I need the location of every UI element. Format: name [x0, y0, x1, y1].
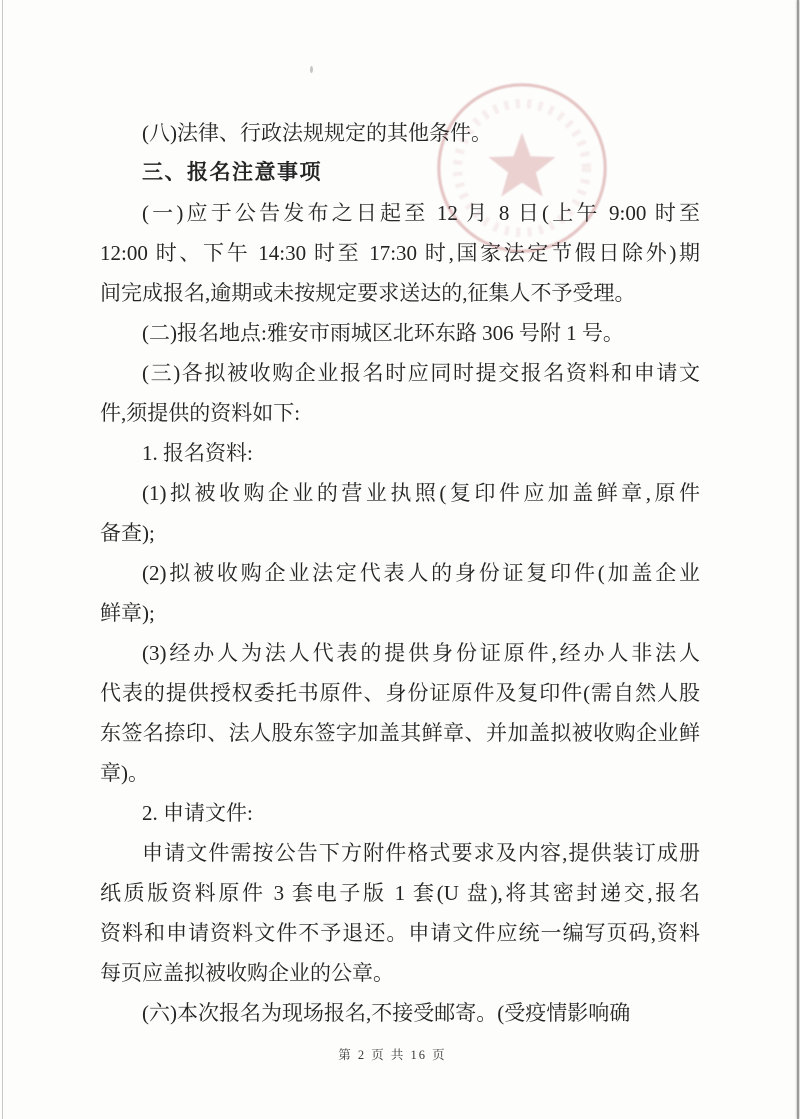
text-line: (六)本次报名为现场报名,不接受邮寄。(受疫情影响确 [142, 1001, 631, 1025]
text-line: 1. 报名资料: [142, 441, 253, 465]
text-line: 2. 申请文件: [142, 801, 253, 825]
text-line: (2)拟被收购企业法定代表人的身份证复印件(加盖企业 [142, 561, 700, 585]
text-line: 每页应盖拟被收购企业的公章。 [100, 961, 394, 985]
text-line: 东签名捺印、法人股东签字加盖其鲜章、并加盖拟被收购企业鲜 [100, 721, 700, 745]
page-footer [100, 1046, 685, 1064]
text-line: (1)拟被收购企业的营业执照(复印件应加盖鲜章,原件 [142, 481, 700, 505]
text-line: 申请文件需按公告下方附件格式要求及内容,提供装订成册 [142, 841, 700, 865]
section-heading: 三、报名注意事项 [142, 161, 322, 184]
document-body [100, 113, 700, 1033]
text-line: 章)。 [100, 761, 149, 785]
scan-edge-right [797, 0, 799, 1119]
text-line: 代表的提供授权委托书原件、身份证原件及复印件(需自然人股 [100, 681, 700, 705]
scan-speck [310, 66, 313, 73]
text-line: (一)应于公告发布之日起至 12 月 8 日(上午 9:00 时至 [142, 201, 700, 225]
text-line: 12:00 时、下午 14:30 时至 17:30 时,国家法定节假日除外)期 [100, 241, 700, 265]
text-line: 鲜章); [100, 601, 155, 625]
scan-edge-left [2, 0, 3, 1119]
text-line: (三)各拟被收购企业报名时应同时提交报名资料和申请文 [142, 361, 700, 385]
text-line: (八)法律、行政法规规定的其他条件。 [142, 121, 492, 145]
text-line: 件,须提供的资料如下: [100, 401, 301, 425]
text-line: (3)经办人为法人代表的提供身份证原件,经办人非法人 [142, 641, 700, 665]
text-line: (二)报名地点:雅安市雨城区北环东路 306 号附 1 号。 [142, 321, 624, 345]
text-line: 纸质版资料原件 3 套电子版 1 套(U 盘),将其密封递交,报名 [100, 881, 700, 905]
text-line: 备查); [100, 521, 155, 545]
page-number: 第 2 页 共 16 页 [338, 1048, 447, 1062]
text-line: 资料和申请资料文件不予退还。申请文件应统一编写页码,资料 [100, 921, 700, 945]
text-line: 间完成报名,逾期或未按规定要求送达的,征集人不予受理。 [100, 281, 636, 305]
